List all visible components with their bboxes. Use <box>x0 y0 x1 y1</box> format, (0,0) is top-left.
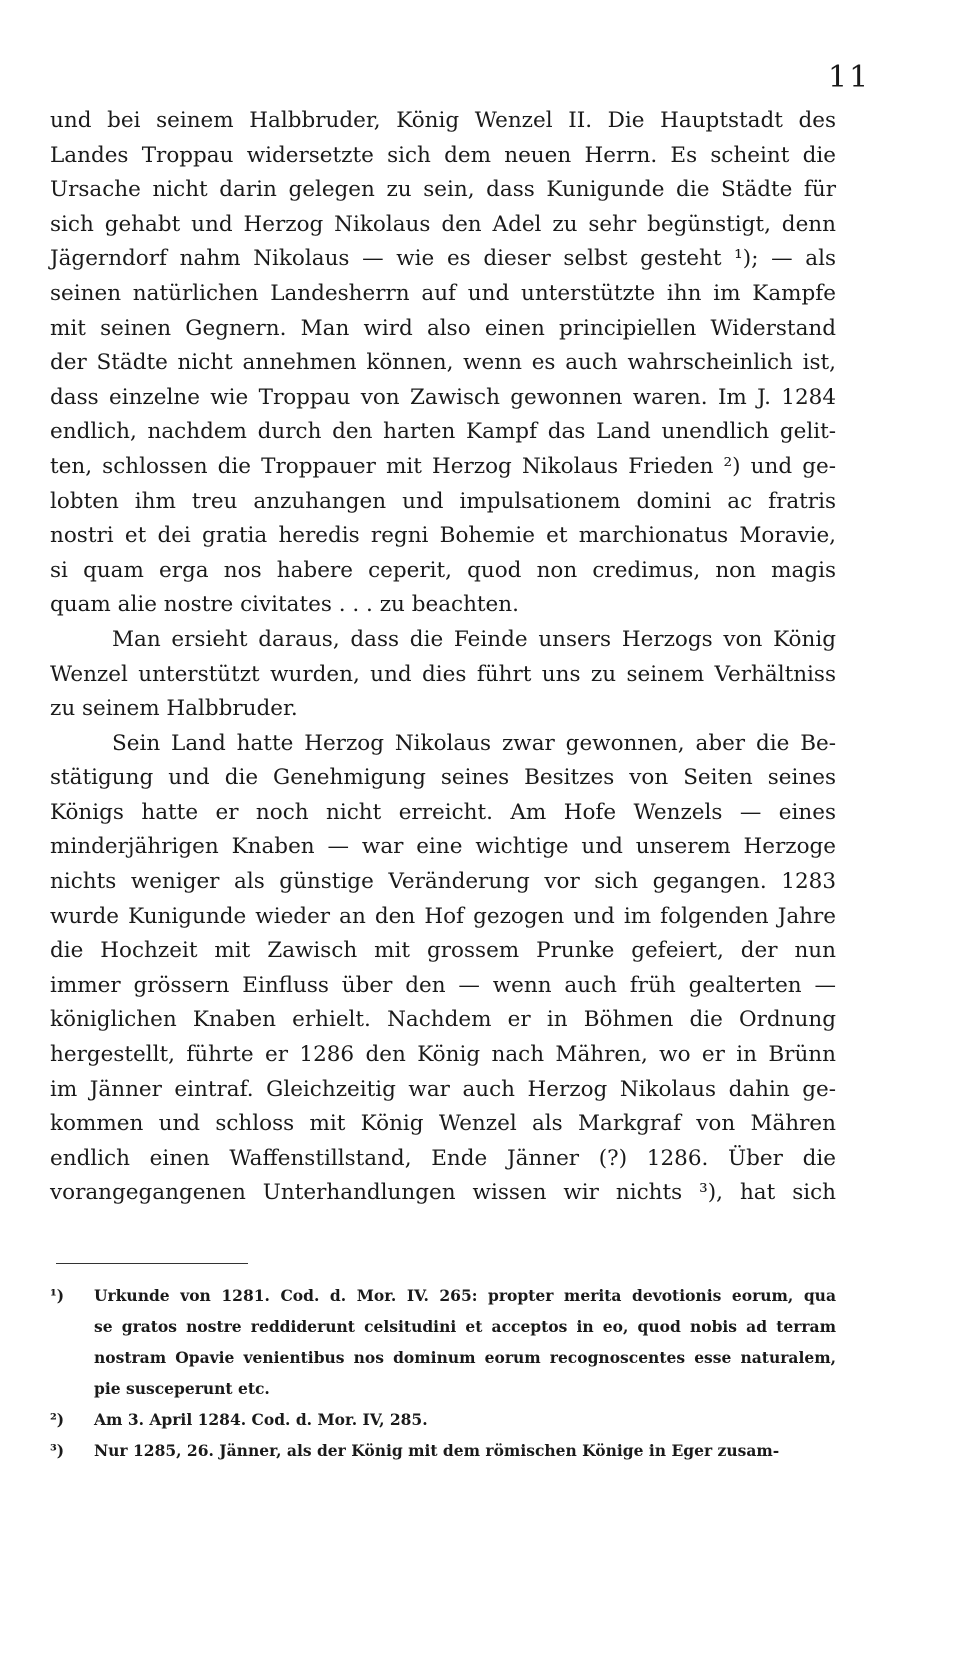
text-line: Jägerndorf nahm Nikolaus — wie es dieser selbst gesteht ¹); — als <box>50 246 836 272</box>
footnote-line: se gratos nostre reddiderunt celsitudini et acceptos in eo, quod nobis ad terram <box>94 1317 836 1336</box>
text-line: Landes Troppau widersetzte sich dem neuen Herrn. Es scheint die <box>50 142 836 168</box>
footnote-line: pie susceperunt etc. <box>94 1379 270 1398</box>
text-line: minderjährigen Knaben — war eine wichtige und unserem Herzoge <box>50 834 836 860</box>
footnote-marker: ³) <box>50 1441 65 1460</box>
text-line: seinen natürlichen Landesherrn auf und unterstützte ihn im Kampfe <box>50 280 836 306</box>
text-line: hergestellt, führte er 1286 den König nach Mähren, wo er in Brünn <box>50 1042 836 1068</box>
text-line: lobten ihm treu anzuhangen und impulsationem domini ac fratris <box>50 488 836 514</box>
footnote-2 <box>50 1404 836 1435</box>
footnote-3 <box>50 1435 836 1466</box>
page-number: 11 <box>828 60 871 95</box>
footnote-text: Am 3. April 1284. Cod. d. Mor. IV, 285. <box>94 1410 428 1429</box>
text-line: Sein Land hatte Herzog Nikolaus zwar gewonnen, aber die Be- <box>112 730 836 756</box>
text-line: zu seinem Halbbruder. <box>50 696 298 722</box>
text-line: die Hochzeit mit Zawisch mit grossem Prunke gefeiert, der nun <box>50 938 836 964</box>
text-line: nostri et dei gratia heredis regni Bohemie et marchionatus Moravie, <box>50 523 836 549</box>
text-line: dass einzelne wie Troppau von Zawisch gewonnen waren. Im J. 1284 <box>50 384 836 410</box>
footnote-line <box>50 1435 836 1466</box>
footnote-1 <box>50 1280 836 1404</box>
text-line: Man ersieht daraus, dass die Feinde unsers Herzogs von König <box>112 626 836 652</box>
footnotes <box>50 1280 836 1466</box>
text-line: endlich einen Waffenstillstand, Ende Jänner (?) 1286. Über die <box>50 1145 836 1171</box>
text-line: Wenzel unterstützt wurden, und dies führt uns zu seinem Verhältniss <box>50 661 836 687</box>
text-line: kommen und schloss mit König Wenzel als Markgraf von Mähren <box>50 1111 836 1137</box>
footnote-line <box>50 1280 836 1311</box>
text-line: Königs hatte er noch nicht erreicht. Am Hofe Wenzels — eines <box>50 799 836 825</box>
text-line: ten, schlossen die Troppauer mit Herzog Nikolaus Frieden ²) und ge- <box>50 453 836 479</box>
main-text <box>50 104 836 1211</box>
text-line: quam alie nostre civitates . . . zu beachten. <box>50 592 519 618</box>
text-line: vorangegangenen Unterhandlungen wissen wir nichts ³), hat sich <box>50 1180 836 1206</box>
text-line: Ursache nicht darin gelegen zu sein, dass Kunigunde die Städte für <box>50 177 836 203</box>
footnote-line <box>50 1404 836 1435</box>
text-line: si quam erga nos habere ceperit, quod non credimus, non magis <box>50 557 836 583</box>
footnote-text: Nur 1285, 26. Jänner, als der König mit dem römischen Könige in Eger zusam- <box>94 1441 780 1460</box>
footnote-marker: ¹) <box>50 1286 65 1305</box>
footnote-divider <box>56 1263 248 1264</box>
footnote-line: nostram Opavie venientibus nos dominum eorum recognoscentes esse naturalem, <box>94 1348 836 1367</box>
footnote-marker: ²) <box>50 1410 65 1429</box>
footnote-text: Urkunde von 1281. Cod. d. Mor. IV. 265: propter merita devotionis eorum, qua <box>94 1286 836 1305</box>
text-line: im Jänner eintraf. Gleichzeitig war auch Herzog Nikolaus dahin ge- <box>50 1076 836 1102</box>
text-line: sich gehabt und Herzog Nikolaus den Adel zu sehr begünstigt, denn <box>50 211 836 237</box>
text-line: endlich, nachdem durch den harten Kampf das Land unendlich gelit- <box>50 419 836 445</box>
text-line: wurde Kunigunde wieder an den Hof gezogen und im folgenden Jahre <box>50 903 836 929</box>
text-line: mit seinen Gegnern. Man wird also einen principiellen Widerstand <box>50 315 836 341</box>
text-line: immer grössern Einfluss über den — wenn auch früh gealterten — <box>50 972 836 998</box>
paragraph-1 <box>50 104 836 623</box>
text-line: königlichen Knaben erhielt. Nachdem er in Böhmen die Ordnung <box>50 1007 836 1033</box>
text-line: und bei seinem Halbbruder, König Wenzel II. Die Hauptstadt des <box>50 108 836 133</box>
paragraph-3 <box>50 727 836 1211</box>
text-line: stätigung und die Genehmigung seines Besitzes von Seiten seines <box>50 765 836 791</box>
paragraph-2 <box>50 623 836 727</box>
text-line: der Städte nicht annehmen können, wenn es auch wahrscheinlich ist, <box>50 350 836 376</box>
text-line: nichts weniger als günstige Veränderung vor sich gegangen. 1283 <box>50 869 836 895</box>
